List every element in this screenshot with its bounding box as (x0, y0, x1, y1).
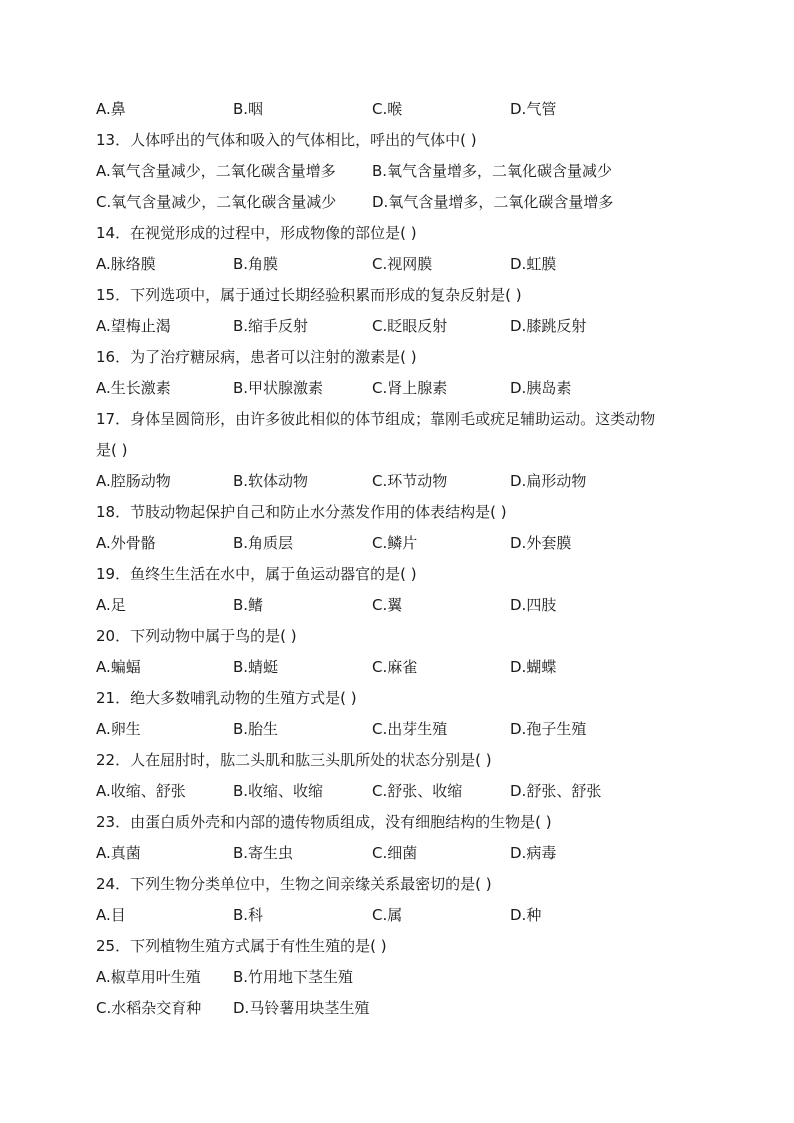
answer-options (96, 311, 706, 342)
answer-options (96, 776, 706, 807)
answer-option: C.属 (372, 906, 403, 924)
question-stem: 15．下列选项中，属于通过长期经验积累而形成的复杂反射是( ) (96, 286, 522, 304)
question-stem: 16．为了治疗糖尿病，患者可以注射的激素是( ) (96, 348, 417, 366)
answer-option: D.氧气含量增多，二氧化碳含量增多 (372, 193, 614, 211)
question-stem: 22．人在屈肘时，肱二头肌和肱三头肌所处的状态分别是( ) (96, 751, 492, 769)
answer-option: D.舒张、舒张 (510, 782, 602, 800)
answer-options (96, 900, 706, 931)
answer-options (96, 528, 706, 559)
answer-option: B.收缩、收缩 (233, 782, 324, 800)
answer-option: D.膝跳反射 (510, 317, 587, 335)
answer-option: A.鼻 (96, 100, 126, 118)
answer-options (96, 373, 706, 404)
answer-option: A.外骨骼 (96, 534, 156, 552)
answer-options (96, 652, 706, 683)
answer-option: C.肾上腺素 (372, 379, 448, 397)
answer-option: A.收缩、舒张 (96, 782, 186, 800)
answer-option: A.望梅止渴 (96, 317, 171, 335)
answer-option: C.视网膜 (372, 255, 433, 273)
answer-option: B.咽 (233, 100, 264, 118)
answer-option: A.足 (96, 596, 126, 614)
answer-option: D.扁形动物 (510, 472, 587, 490)
answer-option: B.竹用地下茎生殖 (233, 968, 354, 986)
answer-option: C.舒张、收缩 (372, 782, 463, 800)
answer-option: A.蝙蝠 (96, 658, 141, 676)
answer-option: A.腔肠动物 (96, 472, 171, 490)
answer-option: C.氧气含量减少，二氧化碳含量减少 (96, 193, 337, 211)
question-stem: 24．下列生物分类单位中，生物之间亲缘关系最密切的是( ) (96, 875, 492, 893)
answer-option: D.病毒 (510, 844, 557, 862)
answer-options (96, 94, 706, 125)
question-stem: 14．在视觉形成的过程中，形成物像的部位是( ) (96, 224, 417, 242)
answer-options (96, 962, 706, 993)
question-stem: 19．鱼终生生活在水中，属于鱼运动器官的是( ) (96, 565, 417, 583)
answer-option: B.软体动物 (233, 472, 309, 490)
answer-option: C.鳞片 (372, 534, 418, 552)
answer-option: A.真菌 (96, 844, 141, 862)
answer-option: C.出芽生殖 (372, 720, 448, 738)
question-list (96, 94, 706, 1024)
answer-options (96, 249, 706, 280)
question-stem: 17．身体呈圆筒形，由许多彼此相似的体节组成；靠刚毛或疣足辅助运动。这类动物 (96, 410, 656, 428)
answer-option: D.孢子生殖 (510, 720, 587, 738)
answer-option: C.环节动物 (372, 472, 448, 490)
answer-option: B.氧气含量增多，二氧化碳含量减少 (372, 162, 613, 180)
answer-option: D.胰岛素 (510, 379, 572, 397)
answer-option: B.胎生 (233, 720, 279, 738)
answer-option: B.角质层 (233, 534, 294, 552)
question-stem: 13．人体呼出的气体和吸入的气体相比，呼出的气体中( ) (96, 131, 477, 149)
question-stem: 18．节肢动物起保护自己和防止水分蒸发作用的体表结构是( ) (96, 503, 507, 521)
answer-option: B.鳍 (233, 596, 264, 614)
question-stem: 21．绝大多数哺乳动物的生殖方式是( ) (96, 689, 357, 707)
answer-option: A.卵生 (96, 720, 141, 738)
answer-option: D.四肢 (510, 596, 557, 614)
question-stem: 25．下列植物生殖方式属于有性生殖的是( ) (96, 937, 387, 955)
answer-option: A.氧气含量减少，二氧化碳含量增多 (96, 162, 336, 180)
answer-option: C.翼 (372, 596, 403, 614)
answer-option: B.甲状腺激素 (233, 379, 324, 397)
question-stem: 23．由蛋白质外壳和内部的遗传物质组成，没有细胞结构的生物是( ) (96, 813, 552, 831)
answer-option: B.缩手反射 (233, 317, 309, 335)
answer-option: C.喉 (372, 100, 403, 118)
answer-option: D.种 (510, 906, 542, 924)
answer-option: D.外套膜 (510, 534, 572, 552)
answer-options (96, 993, 706, 1024)
answer-options (96, 156, 706, 187)
answer-option: A.目 (96, 906, 126, 924)
answer-option: B.角膜 (233, 255, 279, 273)
answer-option: C.细菌 (372, 844, 418, 862)
answer-options (96, 838, 706, 869)
answer-option: D.虹膜 (510, 255, 557, 273)
answer-option: A.脉络膜 (96, 255, 156, 273)
answer-option: A.生长激素 (96, 379, 171, 397)
answer-option: C.麻雀 (372, 658, 418, 676)
question-stem: 20．下列动物中属于鸟的是( ) (96, 627, 297, 645)
answer-option: C.眨眼反射 (372, 317, 448, 335)
answer-option: C.水稻杂交育种 (96, 999, 202, 1017)
answer-options (96, 466, 706, 497)
answer-option: B.蜻蜓 (233, 658, 279, 676)
answer-option: B.科 (233, 906, 264, 924)
answer-option: D.马铃薯用块茎生殖 (233, 999, 370, 1017)
answer-options (96, 714, 706, 745)
answer-option: B.寄生虫 (233, 844, 294, 862)
answer-options (96, 590, 706, 621)
answer-option: D.气管 (510, 100, 557, 118)
question-stem: 是( ) (96, 441, 128, 459)
answer-option: A.椒草用叶生殖 (96, 968, 201, 986)
answer-option: D.蝴蝶 (510, 658, 557, 676)
answer-options (96, 187, 706, 218)
